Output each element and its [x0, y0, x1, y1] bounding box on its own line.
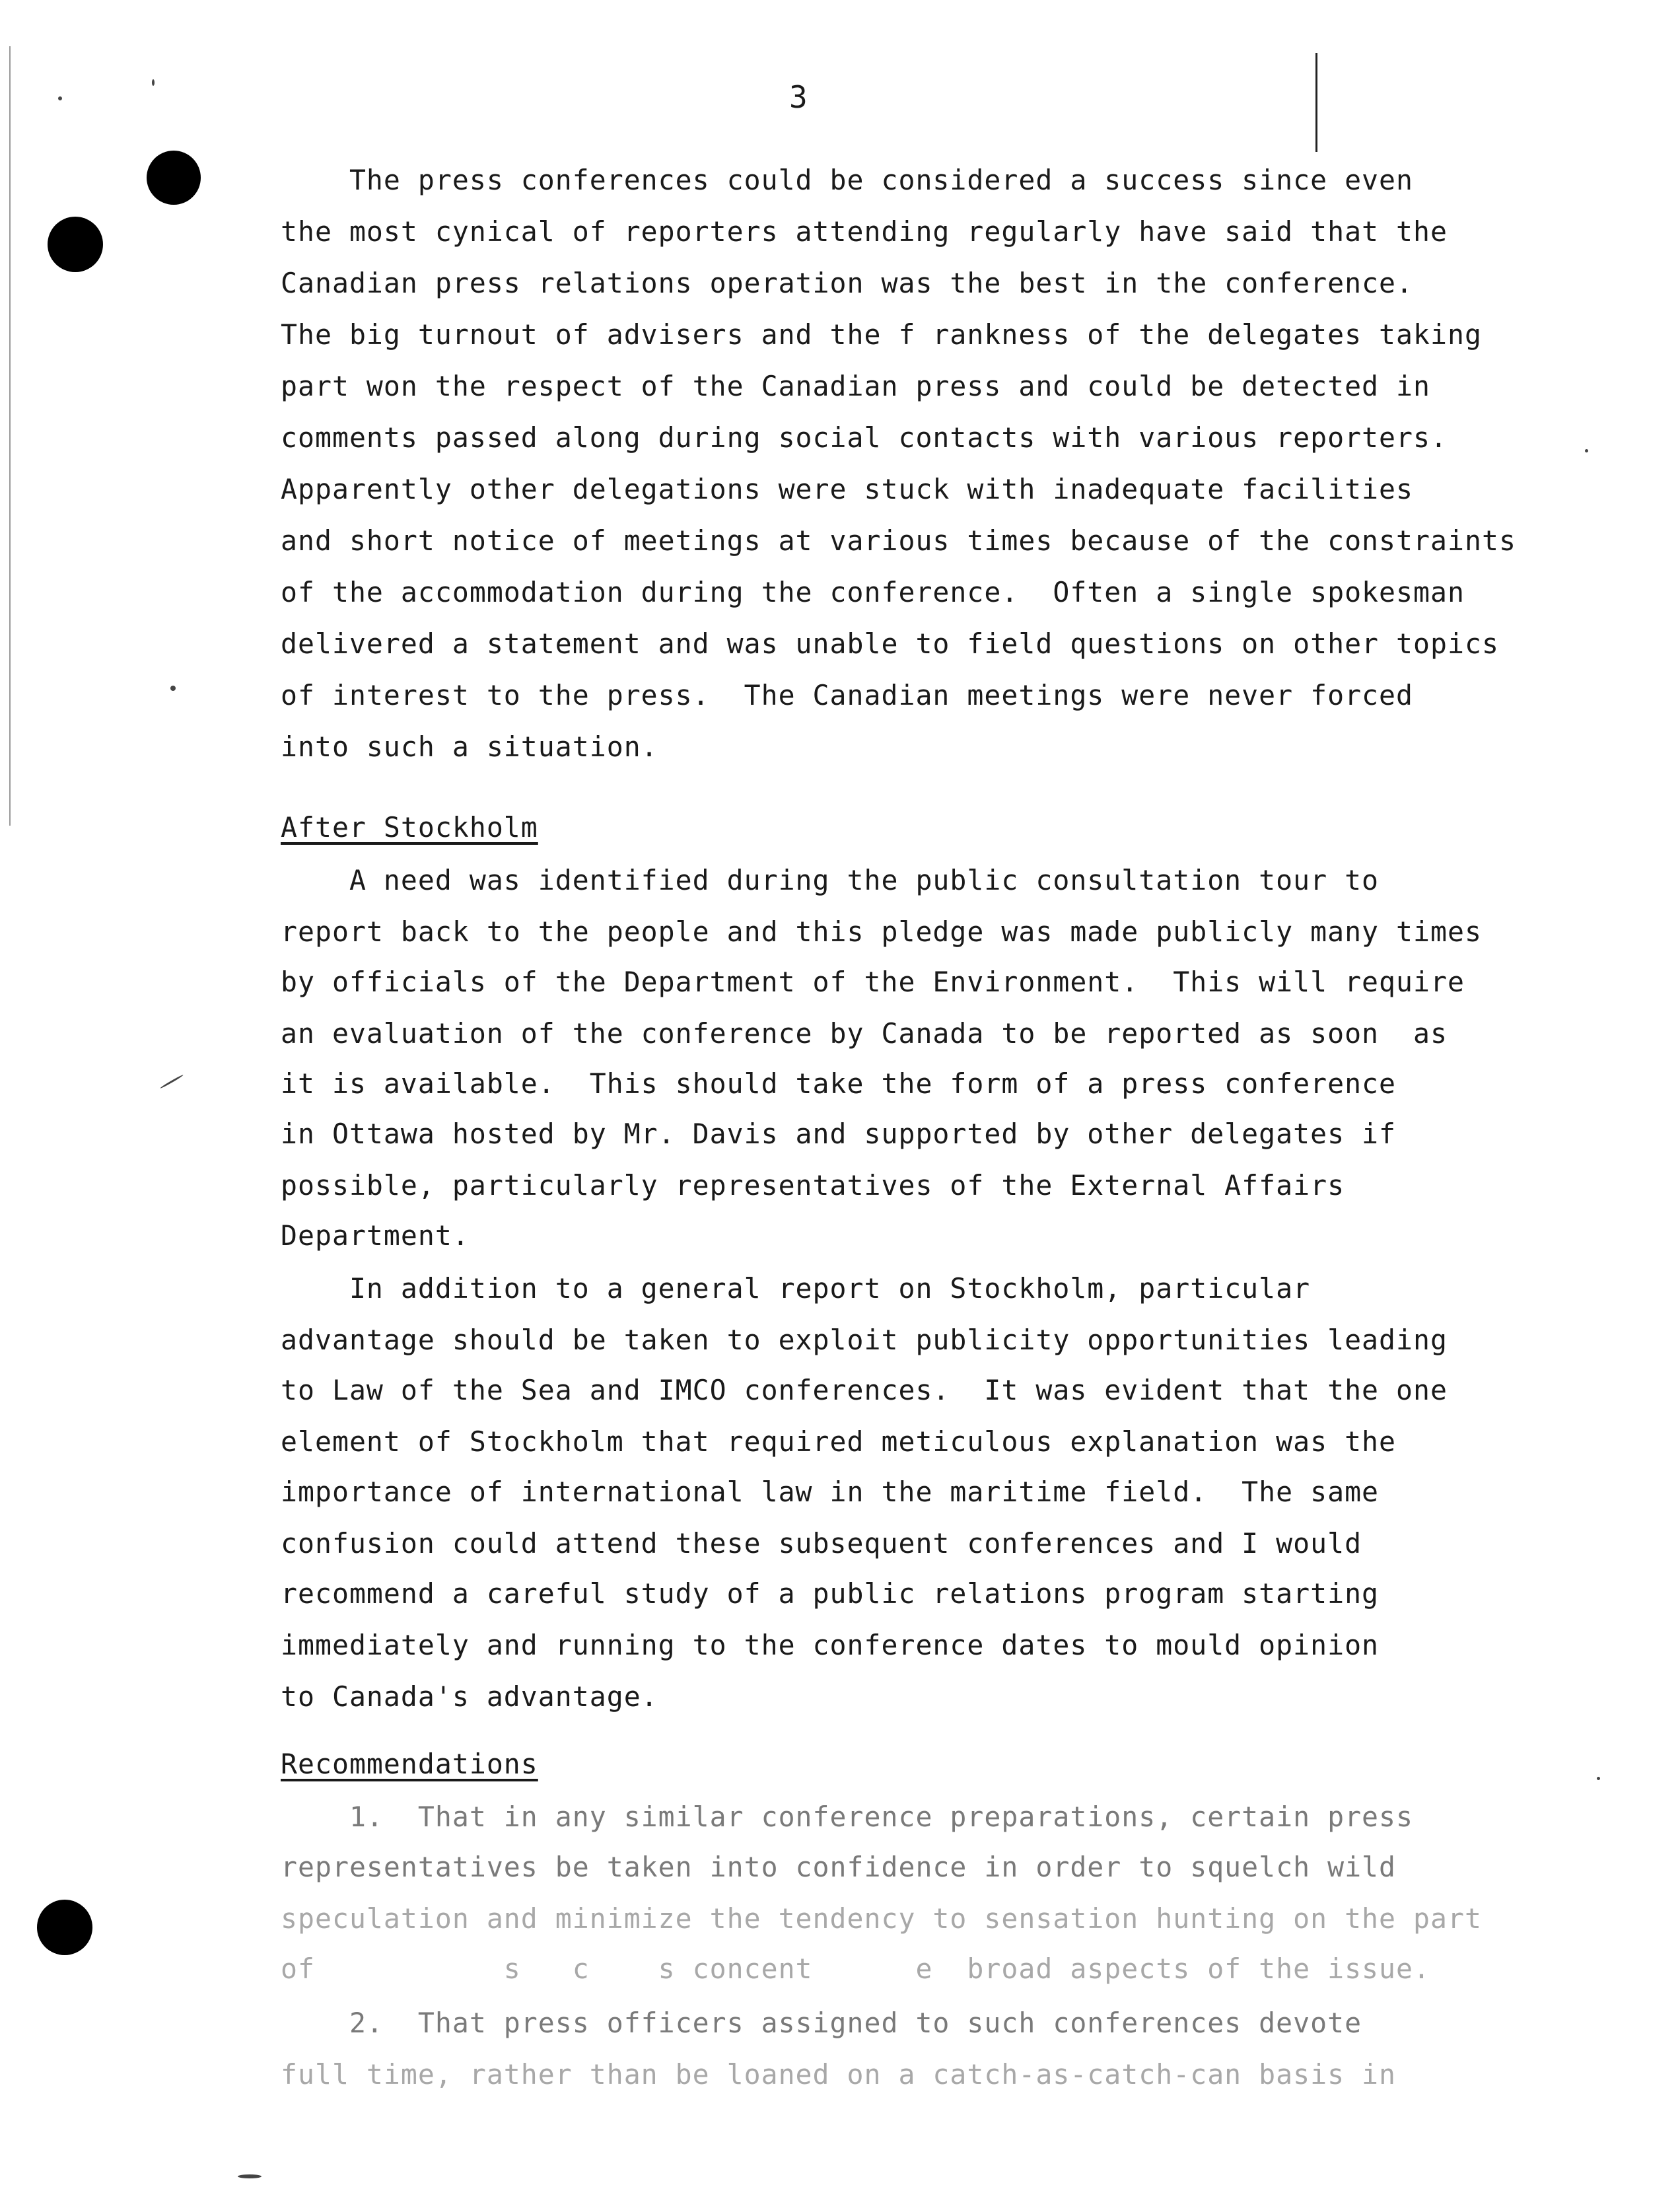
text-line: to Law of the Sea and IMCO conferences. It was evident that the one — [281, 1374, 1448, 1406]
text-line: into such a situation. — [281, 731, 658, 763]
text-line: In addition to a general report on Stockholm, particular — [281, 1272, 1311, 1305]
text-line: the most cynical of reporters attending regularly have said that the — [281, 215, 1448, 248]
text-line: delivered a statement and was unable to field questions on other topics — [281, 627, 1499, 660]
scan-speck — [238, 2174, 262, 2178]
scan-speck — [170, 686, 176, 691]
text-line: Department. — [281, 1219, 470, 1252]
punch-hole-upper — [48, 217, 103, 272]
text-line: possible, particularly representatives of the External Affairs — [281, 1169, 1345, 1201]
left-edge-mark — [9, 46, 11, 826]
scan-speck — [58, 96, 62, 100]
scan-speck — [1585, 449, 1588, 452]
section-heading: After Stockholm — [281, 811, 538, 843]
text-line: confusion could attend these subsequent conferences and I would — [281, 1527, 1362, 1559]
page-number: 3 — [789, 79, 808, 115]
text-line: The press conferences could be considered a success since even — [281, 164, 1414, 196]
text-line: full time, rather than be loaned on a catch-as-catch-can basis in — [281, 2058, 1397, 2091]
text-line: and short notice of meetings at various times because of the constraints — [281, 524, 1516, 557]
scan-speck — [1597, 1777, 1600, 1780]
text-line: of the accommodation during the conference. Often a single spokesman — [281, 576, 1465, 608]
text-line: of interest to the press. The Canadian meetings were never forced — [281, 679, 1414, 711]
text-line: importance of international law in the maritime field. The same — [281, 1476, 1380, 1508]
text-line: recommend a careful study of a public relations program starting — [281, 1577, 1380, 1610]
text-line: speculation and minimize the tendency to sensation hunting on the part — [281, 1902, 1482, 1935]
text-line: immediately and running to the conference dates to mould opinion — [281, 1629, 1380, 1661]
punch-hole-bottom — [37, 1900, 92, 1955]
text-line: of s c s concent e broad aspects of the issue. — [281, 1952, 1431, 1985]
text-line: by officials of the Department of the Environment. This will require — [281, 966, 1465, 998]
text-line: Canadian press relations operation was the best in the conference. — [281, 267, 1414, 299]
text-line: report back to the people and this pledge was made publicly many times — [281, 915, 1482, 948]
text-line: it is available. This should take the form of a press conference — [281, 1067, 1397, 1100]
text-line: The big turnout of advisers and the f rankness of the delegates taking — [281, 318, 1482, 351]
text-line: Apparently other delegations were stuck with inadequate facilities — [281, 473, 1414, 505]
text-line: advantage should be taken to exploit publicity opportunities leading — [281, 1324, 1448, 1356]
punch-hole-top — [147, 151, 201, 205]
scan-speck — [160, 1074, 184, 1089]
text-line: 2. That press officers assigned to such conferences devote — [281, 2007, 1362, 2039]
text-line: 1. That in any similar conference preparations, certain press — [281, 1801, 1414, 1833]
text-line: element of Stockholm that required meticulous explanation was the — [281, 1425, 1397, 1458]
text-line: representatives be taken into confidence in order to squelch wild — [281, 1851, 1397, 1883]
text-line: part won the respect of the Canadian press and could be detected in — [281, 370, 1431, 402]
text-line: in Ottawa hosted by Mr. Davis and supported by other delegates if — [281, 1118, 1397, 1150]
text-line: an evaluation of the conference by Canada to be reported as soon as — [281, 1017, 1448, 1050]
right-margin-mark — [1315, 53, 1317, 152]
section-heading: Recommendations — [281, 1748, 538, 1780]
text-line: A need was identified during the public consultation tour to — [281, 864, 1380, 896]
text-line: comments passed along during social contacts with various reporters. — [281, 421, 1448, 454]
text-line: to Canada's advantage. — [281, 1680, 658, 1713]
scan-speck — [152, 79, 155, 86]
